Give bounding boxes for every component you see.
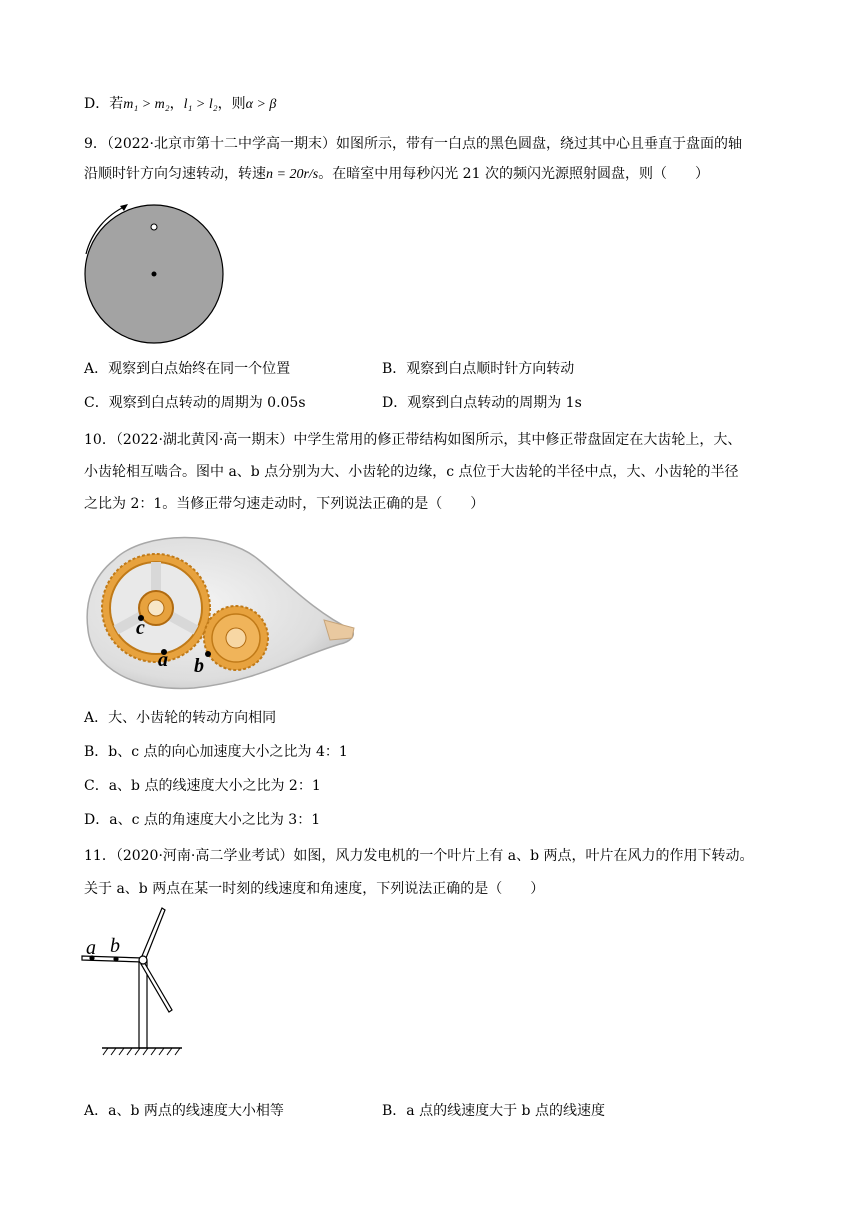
q10-option-d: D．a、c 点的角速度大小之比为 3：1 — [84, 812, 321, 828]
q9-rotation-speed: n = 20r/s — [266, 167, 319, 182]
q10-option-c: C．a、b 点的线速度大小之比为 2：1 — [84, 778, 321, 794]
label-b: b — [110, 935, 120, 957]
q9-stem-line1: 9．（2022·北京市第十二中学高一期末）如图所示，带有一白点的黑色圆盘，绕过其中心且垂直于盘面的轴 — [84, 136, 742, 152]
q9-option-d: D．观察到白点转动的周期为 1s — [382, 395, 582, 411]
white-dot-icon — [151, 224, 157, 230]
q11-stem-line1: 11．（2020·河南·高二学业考试）如图，风力发电机的一个叶片上有 a、b 两点，叶片在风力的作用下转动。 — [84, 848, 754, 864]
center-dot-icon — [152, 272, 157, 277]
point-b-icon — [113, 956, 118, 961]
ground-hatch-icon — [103, 1048, 180, 1055]
blade-up-icon — [142, 908, 165, 958]
q11-wind-turbine-figure — [78, 904, 188, 1060]
label-a: a — [86, 937, 96, 959]
q10-option-a: A．大、小齿轮的转动方向相同 — [84, 710, 277, 726]
q9-stem-line2 — [84, 164, 709, 185]
q9-option-a: A．观察到白点始终在同一个位置 — [84, 361, 291, 377]
label-b: b — [194, 655, 204, 677]
q8-option-d-pre: 若 — [109, 96, 124, 112]
q9-option-c: C．观察到白点转动的周期为 0.05s — [84, 395, 306, 411]
small-gear-hub-icon — [226, 628, 246, 648]
q10-stem-line3: 之比为 2：1。当修正带匀速走动时，下列说法正确的是（ ） — [84, 496, 485, 512]
q11-option-b: B．a 点的线速度大于 b 点的线速度 — [382, 1103, 605, 1119]
q8-option-d-post: ，则 — [217, 96, 246, 112]
q8-option-d-cond1: m₁ > m₂ — [123, 97, 170, 112]
q8-option-d-cond2: l₁ > l₂ — [183, 97, 218, 112]
hub-center-icon — [148, 600, 164, 616]
point-b-icon — [205, 651, 211, 657]
q11-option-a: A．a、b 两点的线速度大小相等 — [84, 1103, 284, 1119]
q8-option-d — [84, 94, 276, 115]
q8-option-d-conclusion: α > β — [245, 97, 277, 112]
q9-stem-line2-a: 沿顺时针方向匀速转动，转速 — [84, 166, 266, 182]
q11-stem-line2: 关于 a、b 两点在某一时刻的线速度和角速度，下列说法正确的是（ ） — [84, 881, 545, 897]
hub-icon — [139, 956, 147, 964]
q9-stem-line2-b: 。在暗室中用每秒闪光 21 次的频闪光源照射圆盘，则（ ） — [318, 166, 709, 182]
q10-stem-line2: 小齿轮相互啮合。图中 a、b 点分别为大、小齿轮的边缘，c 点位于大齿轮的半径中点，大、小齿轮的半径 — [84, 464, 739, 480]
q9-option-b: B．观察到白点顺时针方向转动 — [382, 361, 575, 377]
q8-option-d-sep: ， — [169, 96, 184, 112]
q10-stem-line1: 10．（2022·湖北黄冈·高一期末）中学生常用的修正带结构如图所示，其中修正带盘固定在大齿轮上，大、 — [84, 432, 742, 448]
label-c: c — [136, 617, 145, 639]
label-a: a — [158, 649, 168, 671]
q9-disk-figure — [78, 198, 238, 358]
q8-option-d-letter: D． — [84, 96, 110, 112]
q10-option-b: B．b、c 点的向心加速度大小之比为 4：1 — [84, 744, 348, 760]
q10-correction-tape-figure — [84, 520, 360, 696]
